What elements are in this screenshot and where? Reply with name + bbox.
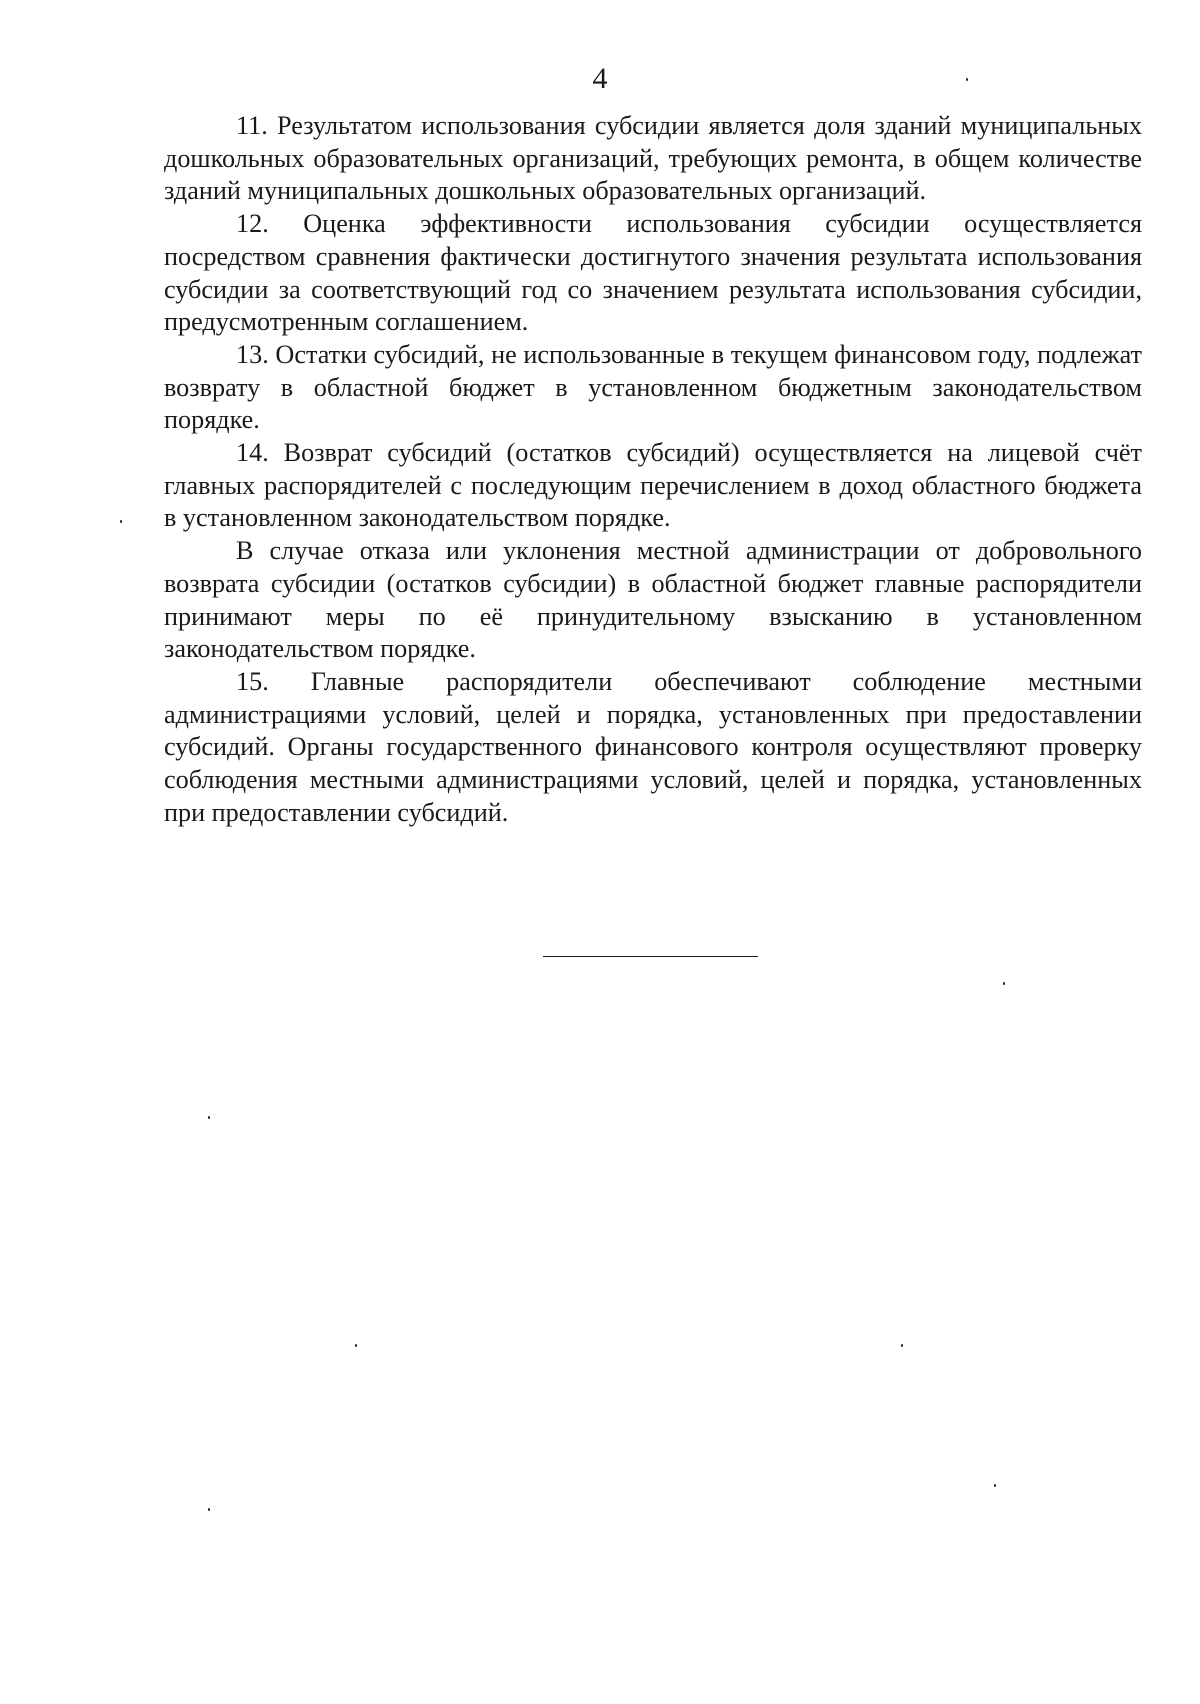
scan-speck — [208, 1116, 210, 1119]
paragraph-14: 14. Возврат субсидий (остатков субсидий) осуществляется на лицевой счёт главных распорядителей с последующим перечислением в доход областного бюджета в установленном законодательством порядке. — [164, 438, 1142, 533]
document-body — [164, 110, 1142, 829]
paragraph-12: 12. Оценка эффективности использования субсидии осуществляется посредством сравнения фактически достигнутого значения результата использования субсидии за соответствующий год со значением результата использования субсидии, предусмотренным соглашением. — [164, 209, 1142, 337]
page-number: 4 — [592, 62, 608, 95]
scan-speck — [355, 1344, 357, 1347]
closing-separator-line — [543, 956, 758, 957]
paragraph-13: 13. Остатки субсидий, не использованные в текущем финансовом году, подлежат возврату в областной бюджет в установленном бюджетным законодательством порядке. — [164, 339, 1142, 435]
scan-speck — [1003, 982, 1005, 985]
paragraph-15: 15. Главные распорядители обеспечивают соблюдение местными администрациями условий, целей и порядка, установленных при предоставлении субсидий. Органы государственного финансового контроля осуществляют проверку соблюдения местными администрациями условий, целей и порядка, установленных при предоставлении субсидий. — [164, 666, 1142, 827]
scan-speck — [901, 1344, 903, 1347]
scan-speck — [208, 1508, 210, 1511]
paragraph-11: 11. Результатом использования субсидии является доля зданий муниципальных дошкольных образовательных организаций, требующих ремонта, в общем количестве зданий муниципальных дошкольных образовательных организаций. — [164, 111, 1142, 206]
scan-speck — [966, 78, 968, 81]
scan-speck — [120, 520, 122, 523]
paragraph-14-refusal: В случае отказа или уклонения местной администрации от добровольного возврата субсидии (остатков субсидии) в областной бюджет главные распорядители принимают меры по её принудительному взысканию в установленном законодательством порядке. — [164, 536, 1142, 664]
scan-speck — [994, 1484, 996, 1487]
